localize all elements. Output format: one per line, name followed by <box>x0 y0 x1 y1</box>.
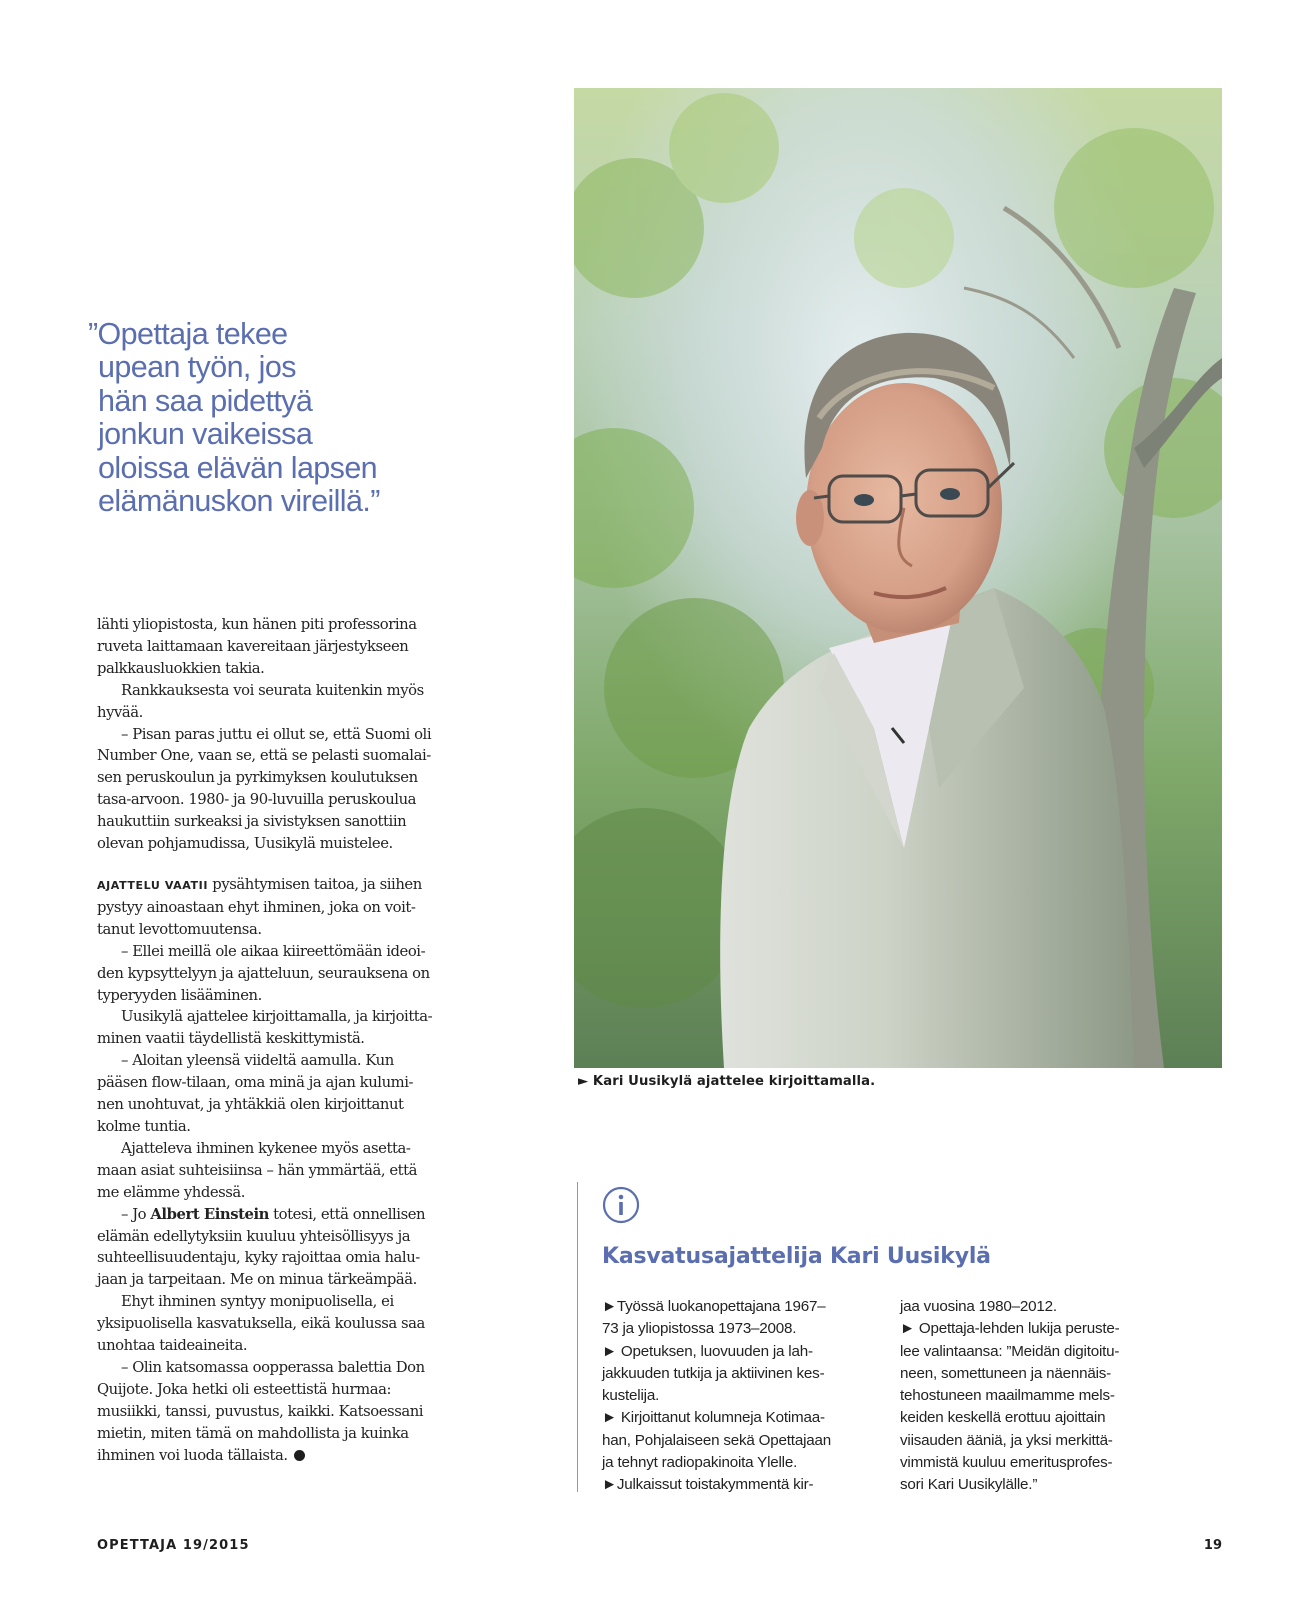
body-line: – Pisan paras juttu ei ollut se, että Suomi oli <box>121 725 432 743</box>
body-line: unohtaa taideaineita. <box>97 1337 248 1355</box>
info-line: tehostuneen maailmamme mels- <box>900 1387 1115 1405</box>
info-line: kustelija. <box>602 1387 660 1405</box>
body-line: mietin, miten tämä on mahdollista ja kuinka <box>97 1424 409 1442</box>
body-text-block-1 <box>97 614 459 855</box>
info-line: han, Pohjalaiseen sekä Opettajaan <box>602 1431 831 1449</box>
footer-publication: OPETTAJA 19/2015 <box>97 1538 250 1553</box>
body-line: Rankkauksesta voi seurata kuitenkin myös <box>121 681 424 699</box>
info-line: ► Kirjoittanut kolumneja Kotimaa- <box>602 1409 825 1427</box>
closing-line: ihminen voi luoda tällaista. <box>97 1445 459 1467</box>
body-line: kolme tuntia. <box>97 1117 191 1135</box>
info-box-title: Kasvatusajattelija Kari Uusikylä <box>602 1244 991 1269</box>
body-line: elämän edellytyksiin kuuluu yhteisöllisyys ja <box>97 1227 411 1245</box>
body-line: Number One, vaan se, että se pelasti suomalai- <box>97 747 431 765</box>
body-line: typeryyden lisääminen. <box>97 986 262 1004</box>
body-line: pääsen flow-tilaan, oma minä ja ajan kulumi- <box>97 1074 414 1092</box>
pull-quote <box>88 318 488 518</box>
pull-quote-line: hän saa pidettyä <box>98 383 313 418</box>
body-line: ruveta laittamaan kavereitaan järjestykseen <box>97 637 409 655</box>
body-line: – Aloitan yleensä viideltä aamulla. Kun <box>121 1052 394 1070</box>
body-line: Ajatteleva ihminen kykenee myös asetta- <box>121 1139 411 1157</box>
info-box-rule <box>577 1182 578 1492</box>
info-box-column-2 <box>900 1296 1162 1497</box>
info-line: lee valintaansa: ”Meidän digitoitu- <box>900 1342 1120 1360</box>
body-line: olevan pohjamudissa, Uusikylä muistelee. <box>97 835 393 853</box>
body-line: me elämme yhdessä. <box>97 1183 246 1201</box>
info-line: ► Opetuksen, luovuuden ja lah- <box>602 1342 813 1360</box>
portrait-photo <box>574 88 1222 1068</box>
body-text-block-2 <box>97 874 459 1466</box>
info-line: ja tehnyt radiopakinoita Ylelle. <box>602 1454 798 1472</box>
info-line: vimmistä kuuluu emeritusprofes- <box>900 1454 1113 1472</box>
body-line: den kypsyttelyyn ja ajatteluun, seurauksena on <box>97 964 430 982</box>
body-line: sen peruskoulun ja pyrkimyksen koulutuksen <box>97 769 418 787</box>
body-line: jaan ja tarpeitaan. Me on minua tärkeämpää. <box>97 1271 417 1289</box>
info-line: ►Julkaissut toistakymmentä kir- <box>602 1476 814 1494</box>
body-line: musiikki, tanssi, puvustus, kaikki. Katsoessani <box>97 1402 424 1420</box>
paragraph-lead-line: AJATTELU VAATII pysähtymisen taitoa, ja siihen <box>97 876 422 893</box>
info-line: viisauden ääniä, ja yksi merkittä- <box>900 1431 1113 1449</box>
body-line: – Ellei meillä ole aikaa kiireettömään ideoi- <box>121 942 426 960</box>
info-line: sori Kari Uusikylälle.” <box>900 1476 1038 1494</box>
body-line: Uusikylä ajattelee kirjoittamalla, ja kirjoitta- <box>121 1008 433 1026</box>
body-line: palkkausluokkien takia. <box>97 659 265 677</box>
body-line: hyvää. <box>97 703 143 721</box>
lead-in-caps: AJATTELU VAATII <box>97 879 209 892</box>
body-line: suhteellisuudentaju, kyky rajoittaa omia halu- <box>97 1249 420 1267</box>
body-line: Quijote. Joka hetki oli esteettistä hurmaa: <box>97 1380 391 1398</box>
body-line: nen unohtuvat, ja yhtäkkiä olen kirjoittanut <box>97 1096 404 1114</box>
info-line: jakkuuden tutkija ja aktiivinen kes- <box>602 1364 825 1382</box>
pull-quote-line: upean työn, jos <box>98 350 296 385</box>
info-line: 73 ja yliopistossa 1973–2008. <box>602 1320 797 1338</box>
body-line: haukuttiin surkeaksi ja sivistyksen sanottiin <box>97 813 407 831</box>
info-line: jaa vuosina 1980–2012. <box>900 1298 1057 1315</box>
pull-quote-line: elämänuskon vireillä.” <box>98 484 380 519</box>
info-line: keiden keskellä erottuu ajoittain <box>900 1409 1106 1427</box>
person-name-einstein: Albert Einstein <box>150 1205 269 1223</box>
body-line: Ehyt ihminen syntyy monipuolisella, ei <box>121 1293 394 1311</box>
body-line: tasa-arvoon. 1980- ja 90-luvuilla peruskoulua <box>97 791 417 809</box>
pull-quote-line: jonkun vaikeissa <box>98 417 313 452</box>
info-icon <box>602 1186 640 1224</box>
body-line: minen vaatii täydellistä keskittymistä. <box>97 1030 365 1048</box>
pull-quote-line: ”Opettaja tekee <box>88 317 288 351</box>
page-number: 19 <box>1203 1538 1222 1553</box>
body-line: pystyy ainoastaan ehyt ihminen, joka on voit- <box>97 898 416 916</box>
body-line: lähti yliopistosta, kun hänen piti professorina <box>97 616 417 633</box>
body-line: yksipuolisella kasvatuksella, eikä koulussa saa <box>97 1315 425 1333</box>
body-line: – Olin katsomassa oopperassa balettia Don <box>121 1358 425 1376</box>
end-mark-icon <box>294 1450 305 1461</box>
pull-quote-line: oloissa elävän lapsen <box>98 450 378 485</box>
info-line: ► Opettaja-lehden lukija peruste- <box>900 1320 1120 1338</box>
info-box-column-1 <box>602 1296 864 1497</box>
photo-caption: ► Kari Uusikylä ajattelee kirjoittamalla. <box>578 1074 876 1089</box>
info-line: neen, somettuneen ja näennäis- <box>900 1364 1112 1382</box>
body-line: tanut levottomuutensa. <box>97 920 262 938</box>
info-line: ►Työssä luokanopettajana 1967– <box>602 1298 826 1315</box>
body-line: maan asiat suhteisiinsa – hän ymmärtää, että <box>97 1161 417 1179</box>
einstein-line: – Jo Albert Einstein totesi, että onnellisen <box>121 1205 426 1223</box>
